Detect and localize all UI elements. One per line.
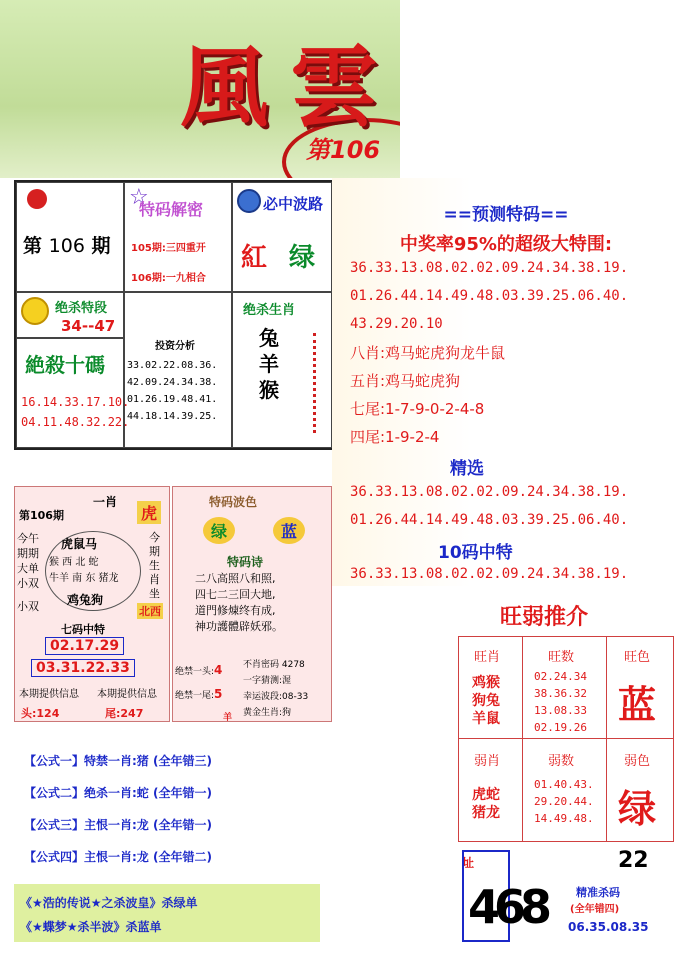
kill-green-line: 《★浩的传说★之杀波皇》杀绿单 (20, 896, 198, 910)
head-value: 头:124 (21, 707, 60, 720)
formula-box (18, 738, 330, 870)
info-line: 一字猜测:渥 (243, 676, 292, 686)
tema-line2: 106期:一九相合 (131, 273, 206, 284)
ruo-xiao: 虎蛇 猪龙 (472, 787, 500, 821)
formula-line: 【公式四】主恨一肖:龙 (全年错二) (24, 850, 212, 864)
sheng-title: 绝杀生肖 (243, 303, 296, 318)
tail-label: 本期提供信息 (97, 689, 157, 700)
issue-suffix: 期 (91, 235, 111, 257)
yinyang-icon (21, 297, 49, 325)
star-icon: ☆ (129, 185, 149, 210)
number-row: 01.26.44.14.49.48.03.39.25.06.40. (350, 288, 629, 304)
eight-zodiac: 八肖:鸡马蛇虎狗龙牛鼠 (350, 344, 506, 362)
zodiac-top: 虎鼠马 (61, 537, 98, 551)
kill-cell (16, 292, 124, 338)
ten-title: 10码中特 (438, 543, 513, 563)
table-divider (606, 636, 607, 842)
wang-color: 蓝 (618, 683, 657, 727)
ruo-color: 绿 (618, 787, 657, 831)
seven-tail: 七尾:1-7-9-0-2-4-8 (350, 400, 485, 418)
col-header: 弱数 (548, 754, 575, 769)
zhu2-value: 5 (214, 687, 223, 701)
blue-badge: 蓝 (273, 517, 305, 544)
ruo-num: 29.20.44. (534, 795, 594, 808)
poem-line: 道門修煉终有成, (195, 604, 276, 617)
big-number: 468 (468, 880, 547, 934)
killer-sub: (全年错四) (570, 904, 620, 915)
ruo-num: 14.49.48. (534, 812, 594, 825)
poem-title: 特码诗 (227, 555, 264, 569)
zhu1-label: 绝禁一头: (175, 667, 215, 677)
kill-value: 34--47 (61, 317, 116, 335)
tema-line1: 105期:三四重开 (131, 243, 206, 254)
col-header: 旺肖 (474, 650, 501, 665)
one-xiao: 一肖 (93, 495, 118, 509)
zhu3-value: 羊 (223, 713, 233, 723)
header-banner (0, 0, 400, 178)
jingxuan-title: 精选 (450, 459, 484, 479)
zodiac-issue: 第106期 (19, 509, 64, 522)
killer-nums: 06.35.08.35 (568, 920, 649, 934)
zodiac-box (14, 486, 170, 722)
number-row: 36.33.13.08.02.02.09.24.34.38.19. (350, 566, 629, 582)
number-row: 36.33.13.08.02.02.09.24.34.38.19. (350, 484, 629, 500)
issue-number: 106 (48, 235, 85, 257)
info-line: 黄金生肖:狗 (243, 708, 292, 718)
wave-color-title: 特码波色 (209, 495, 258, 509)
tiger-badge: 虎 (137, 501, 161, 524)
prediction-title: ==预测特码== (443, 205, 569, 225)
wang-num: 02.19.26 (534, 721, 587, 734)
formula-line: 【公式三】主恨一肖:龙 (全年错一) (24, 818, 212, 832)
zhu1-value: 4 (214, 663, 223, 677)
qima-row1: 02.17.29 (45, 637, 124, 655)
issue-label: 第 (23, 235, 43, 257)
tag: 大单 (17, 562, 39, 575)
sheng-value: 兔羊猴 (259, 326, 279, 402)
invest-cell (124, 292, 232, 448)
qima-title: 七码中特 (61, 623, 105, 636)
prediction-subtitle: 中奖率95%的超级大特围: (399, 234, 613, 255)
killer-box (458, 848, 678, 944)
globe-icon (237, 189, 261, 213)
kill-blue-line: 《★蝶梦★杀半波》杀蓝单 (20, 920, 162, 934)
wave-green: 绿 (289, 243, 316, 273)
formula-line: 【公式二】绝杀一肖:蛇 (全年错一) (24, 786, 212, 800)
header-issue: 第106 (306, 136, 381, 164)
jue-row2: 04.11.48.32.22. (21, 415, 130, 429)
poem-line: 四七二三回大地, (195, 588, 276, 601)
wang-num: 13.08.33 (534, 704, 587, 717)
sheng-cell (232, 292, 332, 448)
wave-red: 紅 (241, 243, 268, 273)
ruo-num: 01.40.43. (534, 778, 594, 791)
wang-num: 02.24.34 (534, 670, 587, 683)
zodiac-bot: 鸡兔狗 (67, 593, 104, 607)
tag: 今午 (17, 532, 39, 545)
north-badge: 北西 (139, 605, 161, 618)
col-header: 旺色 (624, 650, 651, 665)
invest-row: 42.09.24.34.38. (127, 377, 218, 388)
col-header: 弱色 (624, 754, 651, 769)
head-label: 本期提供信息 (19, 689, 79, 700)
issue-cell (16, 182, 124, 292)
tag: 期期 (17, 547, 39, 560)
number-row: 43.29.20.10 (350, 316, 443, 332)
jue-cell (16, 338, 130, 448)
table-divider (522, 636, 523, 842)
right-tags: 今期生肖坐 (149, 531, 160, 600)
number-row: 01.26.44.14.49.48.03.39.25.06.40. (350, 512, 629, 528)
number-row: 36.33.13.08.02.02.09.24.34.38.19. (350, 260, 629, 276)
kill-wave-box (14, 884, 320, 942)
killer-title: 精准杀码 (576, 886, 620, 899)
badge-number: 22 (618, 848, 649, 873)
tail-value: 尾:247 (105, 707, 144, 720)
qima-row2: 03.31.22.33 (31, 659, 135, 677)
poem-line: 神功護體辟妖邪。 (195, 620, 283, 633)
tag: 小双 (17, 600, 39, 613)
tag: 小双 (17, 577, 39, 590)
col-header: 弱肖 (474, 754, 501, 769)
ornament-icon (313, 333, 323, 433)
info-line: 幸运波段:08-33 (243, 692, 309, 702)
green-badge: 绿 (203, 517, 235, 544)
zodiac-mid2: 牛羊 南 东 猪龙 (49, 573, 119, 584)
invest-title: 投资分析 (155, 341, 195, 352)
poem-line: 二八高照八和照, (195, 572, 276, 585)
wave-title: 必中波路 (263, 195, 324, 213)
wave-cell (232, 182, 332, 292)
four-tail: 四尾:1-9-2-4 (350, 428, 440, 446)
jue-title: 絶殺十碼 (25, 353, 105, 377)
tema-title: 特码解密 (139, 200, 204, 219)
five-zodiac: 五肖:鸡马蛇虎狗 (350, 372, 461, 390)
zodiac-mid: 猴 西 北 蛇 (49, 557, 99, 568)
formula-line: 【公式一】特禁一肖:猪 (全年错三) (24, 754, 212, 768)
invest-row: 01.26.19.48.41. (127, 394, 218, 405)
poem-box (172, 486, 332, 722)
jue-row1: 16.14.33.17.10. (21, 395, 130, 409)
left-info-box (14, 180, 334, 450)
tema-cell (124, 182, 232, 292)
wangruo-box (452, 598, 678, 848)
wang-num: 38.36.32 (534, 687, 587, 700)
prediction-panel (332, 178, 680, 586)
zhi-label: 址 (462, 856, 475, 870)
info-line: 不肖密码 4278 (243, 660, 305, 670)
invest-row: 33.02.22.08.36. (127, 360, 218, 371)
wang-xiao: 鸡猴 狗兔 羊鼠 (472, 675, 500, 727)
col-header: 旺数 (548, 650, 575, 665)
header-title: 風雲 (180, 35, 400, 139)
wangruo-title: 旺弱推介 (500, 605, 589, 630)
zhu2-label: 绝禁一尾: (175, 691, 215, 701)
kill-title: 绝杀特段 (55, 301, 108, 316)
table-divider (458, 738, 674, 739)
lantern-icon (27, 189, 47, 209)
invest-row: 44.18.14.39.25. (127, 411, 218, 422)
